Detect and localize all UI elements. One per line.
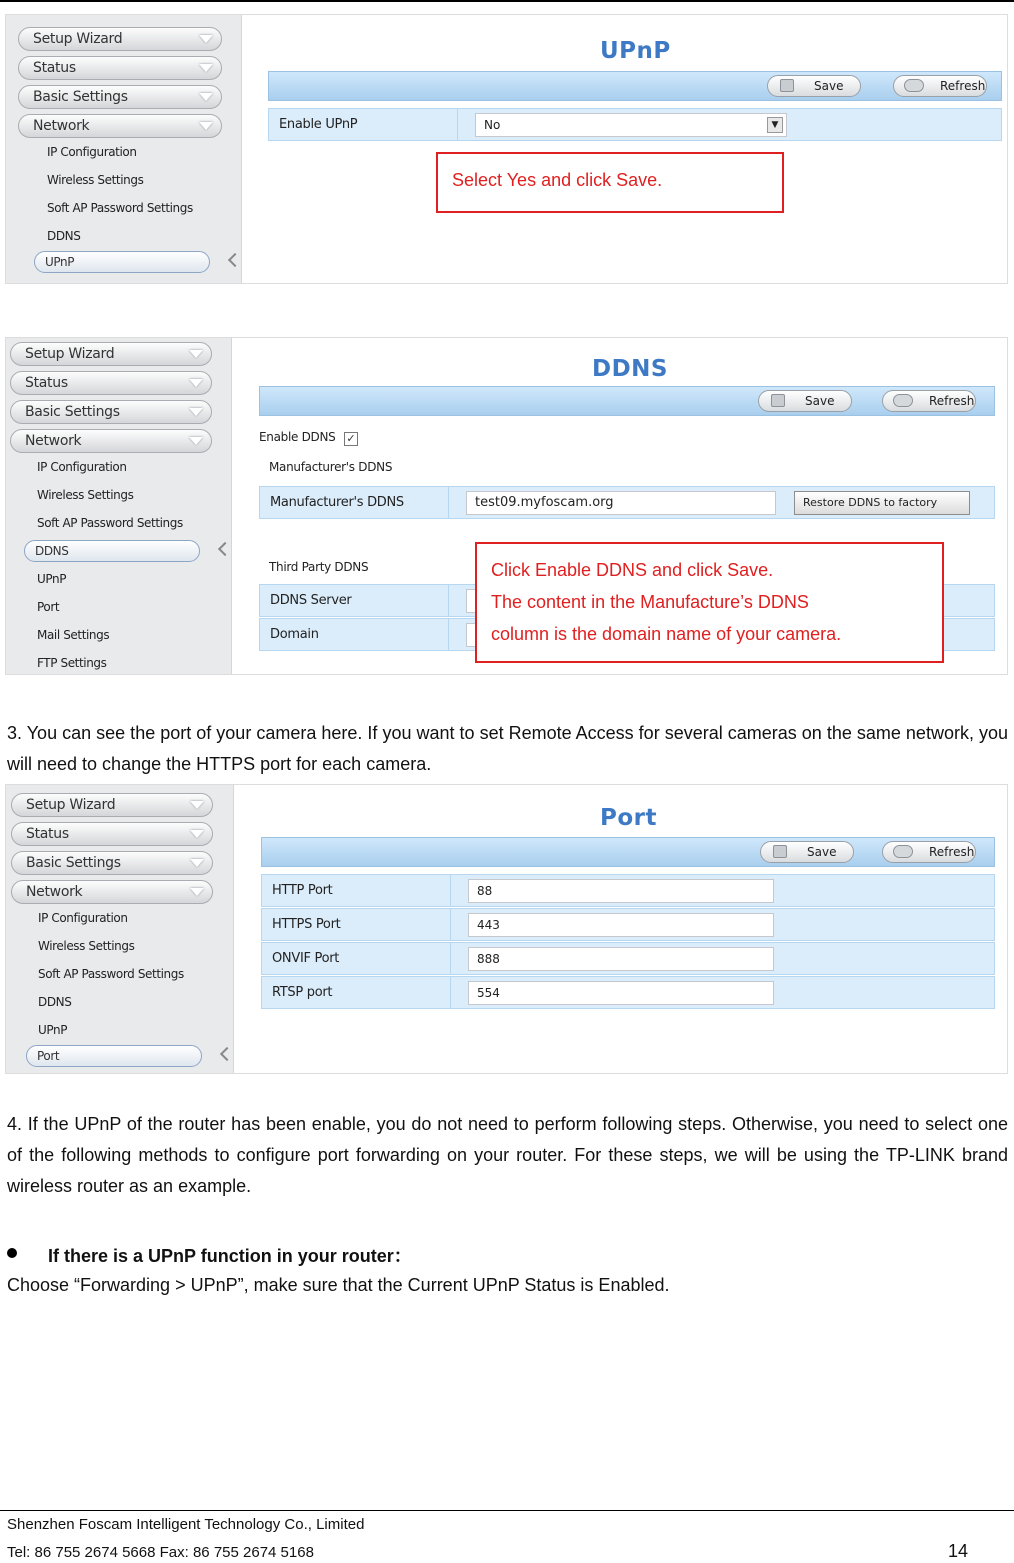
selected-indicator-icon bbox=[228, 253, 242, 267]
menu-setup-wizard[interactable]: Setup Wizard bbox=[11, 793, 213, 817]
selected-indicator-icon bbox=[220, 1047, 234, 1061]
port-label: ONVIF Port bbox=[272, 951, 340, 966]
port-row-rtsp bbox=[261, 976, 995, 1009]
footer-contact: Tel: 86 755 2674 5668 Fax: 86 755 2674 5168 bbox=[7, 1544, 314, 1561]
chevron-down-icon bbox=[189, 408, 203, 416]
submenu-upnp-selected[interactable]: UPnP bbox=[34, 251, 210, 273]
menu-network[interactable]: Network bbox=[11, 880, 213, 904]
callout-line-3: column is the domain name of your camera. bbox=[491, 624, 842, 644]
chevron-down-icon bbox=[190, 888, 204, 896]
menu-status[interactable]: Status bbox=[11, 822, 213, 846]
save-icon bbox=[771, 394, 785, 407]
menu-basic-settings[interactable]: Basic Settings bbox=[11, 851, 213, 875]
page-number: 14 bbox=[948, 1541, 969, 1561]
submenu-ddns[interactable]: DDNS bbox=[47, 229, 81, 243]
enable-ddns-label: Enable DDNS bbox=[259, 430, 336, 444]
domain-label: Domain bbox=[270, 627, 319, 642]
manufacturer-ddns-input[interactable]: test09.myfoscam.org bbox=[466, 491, 776, 515]
footer-rule bbox=[0, 1510, 1014, 1511]
sidebar bbox=[6, 15, 242, 283]
third-party-ddns-heading: Third Party DDNS bbox=[269, 560, 369, 574]
ddns-callout bbox=[475, 542, 944, 663]
upnp-bullet-heading: If there is a UPnP function in your router： bbox=[48, 1246, 412, 1266]
submenu-wireless-settings[interactable]: Wireless Settings bbox=[37, 488, 134, 502]
toolbar bbox=[268, 71, 1002, 101]
submenu-soft-ap-password[interactable]: Soft AP Password Settings bbox=[38, 967, 184, 981]
manufacturer-ddns-heading: Manufacturer's DDNS bbox=[269, 460, 393, 474]
rtsp-port-input[interactable]: 554 bbox=[468, 981, 774, 1005]
submenu-upnp[interactable]: UPnP bbox=[37, 572, 67, 586]
top-rule bbox=[0, 0, 1014, 2]
page-title: DDNS bbox=[592, 356, 668, 382]
save-button[interactable]: Save bbox=[760, 841, 854, 863]
chevron-down-icon bbox=[189, 379, 203, 387]
submenu-upnp[interactable]: UPnP bbox=[38, 1023, 68, 1037]
chevron-down-icon bbox=[199, 93, 213, 101]
submenu-mail-settings[interactable]: Mail Settings bbox=[37, 628, 110, 642]
toolbar bbox=[261, 837, 995, 867]
manufacturer-ddns-row bbox=[259, 486, 995, 519]
menu-network[interactable]: Network bbox=[18, 114, 222, 138]
upnp-callout: Select Yes and click Save. bbox=[436, 152, 784, 213]
enable-upnp-label: Enable UPnP bbox=[279, 117, 358, 132]
menu-status[interactable]: Status bbox=[10, 371, 212, 395]
toolbar bbox=[259, 386, 995, 416]
step-4-text: 4. If the UPnP of the router has been enable, you do not need to perform following steps. Otherwise, you need to select one of the following methods to configure port forwarding on your router. For these steps, we will be using the TP-LINK brand wireless router as an example. bbox=[7, 1114, 1008, 1196]
sidebar bbox=[6, 338, 232, 674]
upnp-screenshot bbox=[5, 14, 1008, 284]
refresh-icon bbox=[904, 79, 924, 92]
refresh-icon bbox=[893, 394, 913, 407]
submenu-wireless-settings[interactable]: Wireless Settings bbox=[47, 173, 144, 187]
port-row-http bbox=[261, 874, 995, 907]
footer-company: Shenzhen Foscam Intelligent Technology Co., Limited bbox=[7, 1516, 365, 1533]
submenu-soft-ap-password[interactable]: Soft AP Password Settings bbox=[47, 201, 193, 215]
onvif-port-input[interactable]: 888 bbox=[468, 947, 774, 971]
page-title: Port bbox=[600, 805, 657, 831]
port-label: HTTP Port bbox=[272, 883, 333, 898]
sidebar bbox=[6, 785, 234, 1073]
menu-status[interactable]: Status bbox=[18, 56, 222, 80]
port-row-onvif bbox=[261, 942, 995, 975]
submenu-ftp-settings[interactable]: FTP Settings bbox=[37, 656, 107, 670]
refresh-button[interactable]: Refresh bbox=[893, 75, 987, 97]
submenu-port-selected[interactable]: Port bbox=[26, 1045, 202, 1067]
enable-upnp-row bbox=[268, 108, 1002, 141]
enable-ddns-checkbox[interactable]: ✓ bbox=[344, 432, 358, 446]
selected-indicator-icon bbox=[218, 542, 232, 556]
submenu-ip-configuration[interactable]: IP Configuration bbox=[37, 460, 127, 474]
submenu-soft-ap-password[interactable]: Soft AP Password Settings bbox=[37, 516, 183, 530]
port-row-https bbox=[261, 908, 995, 941]
ddns-screenshot bbox=[5, 337, 1008, 675]
chevron-down-icon bbox=[199, 122, 213, 130]
refresh-icon bbox=[893, 845, 913, 858]
callout-line-1: Click Enable DDNS and click Save. bbox=[491, 560, 774, 580]
port-screenshot bbox=[5, 784, 1008, 1074]
menu-setup-wizard[interactable]: Setup Wizard bbox=[10, 342, 212, 366]
chevron-down-icon bbox=[199, 64, 213, 72]
submenu-ip-configuration[interactable]: IP Configuration bbox=[38, 911, 128, 925]
callout-line-2: The content in the Manufacture’s DDNS bbox=[491, 592, 809, 612]
save-icon bbox=[780, 79, 794, 92]
save-icon bbox=[773, 845, 787, 858]
chevron-down-icon bbox=[190, 801, 204, 809]
save-button[interactable]: Save bbox=[767, 75, 861, 97]
submenu-ddns-selected[interactable]: DDNS bbox=[24, 540, 200, 562]
menu-setup-wizard[interactable]: Setup Wizard bbox=[18, 27, 222, 51]
https-port-input[interactable]: 443 bbox=[468, 913, 774, 937]
choose-forwarding-text: Choose “Forwarding > UPnP”, make sure that the Current UPnP Status is Enabled. bbox=[7, 1275, 670, 1295]
manufacturer-ddns-label: Manufacturer's DDNS bbox=[270, 495, 404, 510]
chevron-down-icon bbox=[190, 830, 204, 838]
menu-basic-settings[interactable]: Basic Settings bbox=[18, 85, 222, 109]
submenu-wireless-settings[interactable]: Wireless Settings bbox=[38, 939, 135, 953]
menu-network[interactable]: Network bbox=[10, 429, 212, 453]
step-3-text: 3. You can see the port of your camera here. If you want to set Remote Access for several cameras on the same network, you will need to change the HTTPS port for each camera. bbox=[7, 723, 1008, 774]
http-port-input[interactable]: 88 bbox=[468, 879, 774, 903]
submenu-ddns[interactable]: DDNS bbox=[38, 995, 72, 1009]
page-title: UPnP bbox=[600, 38, 671, 64]
chevron-down-icon bbox=[190, 859, 204, 867]
restore-ddns-button[interactable]: Restore DDNS to factory bbox=[794, 491, 970, 515]
menu-basic-settings[interactable]: Basic Settings bbox=[10, 400, 212, 424]
save-button[interactable]: Save bbox=[758, 390, 852, 412]
port-label: RTSP port bbox=[272, 985, 333, 1000]
enable-upnp-select[interactable]: No ▼ bbox=[475, 113, 787, 137]
chevron-down-icon bbox=[189, 350, 203, 358]
ddns-server-label: DDNS Server bbox=[270, 593, 352, 608]
refresh-button[interactable]: Refresh bbox=[882, 841, 976, 863]
submenu-port[interactable]: Port bbox=[37, 600, 60, 614]
dropdown-arrow-icon: ▼ bbox=[767, 117, 783, 133]
bullet-icon bbox=[7, 1248, 17, 1258]
refresh-button[interactable]: Refresh bbox=[882, 390, 976, 412]
chevron-down-icon bbox=[189, 437, 203, 445]
port-label: HTTPS Port bbox=[272, 917, 341, 932]
submenu-ip-configuration[interactable]: IP Configuration bbox=[47, 145, 137, 159]
chevron-down-icon bbox=[199, 35, 213, 43]
